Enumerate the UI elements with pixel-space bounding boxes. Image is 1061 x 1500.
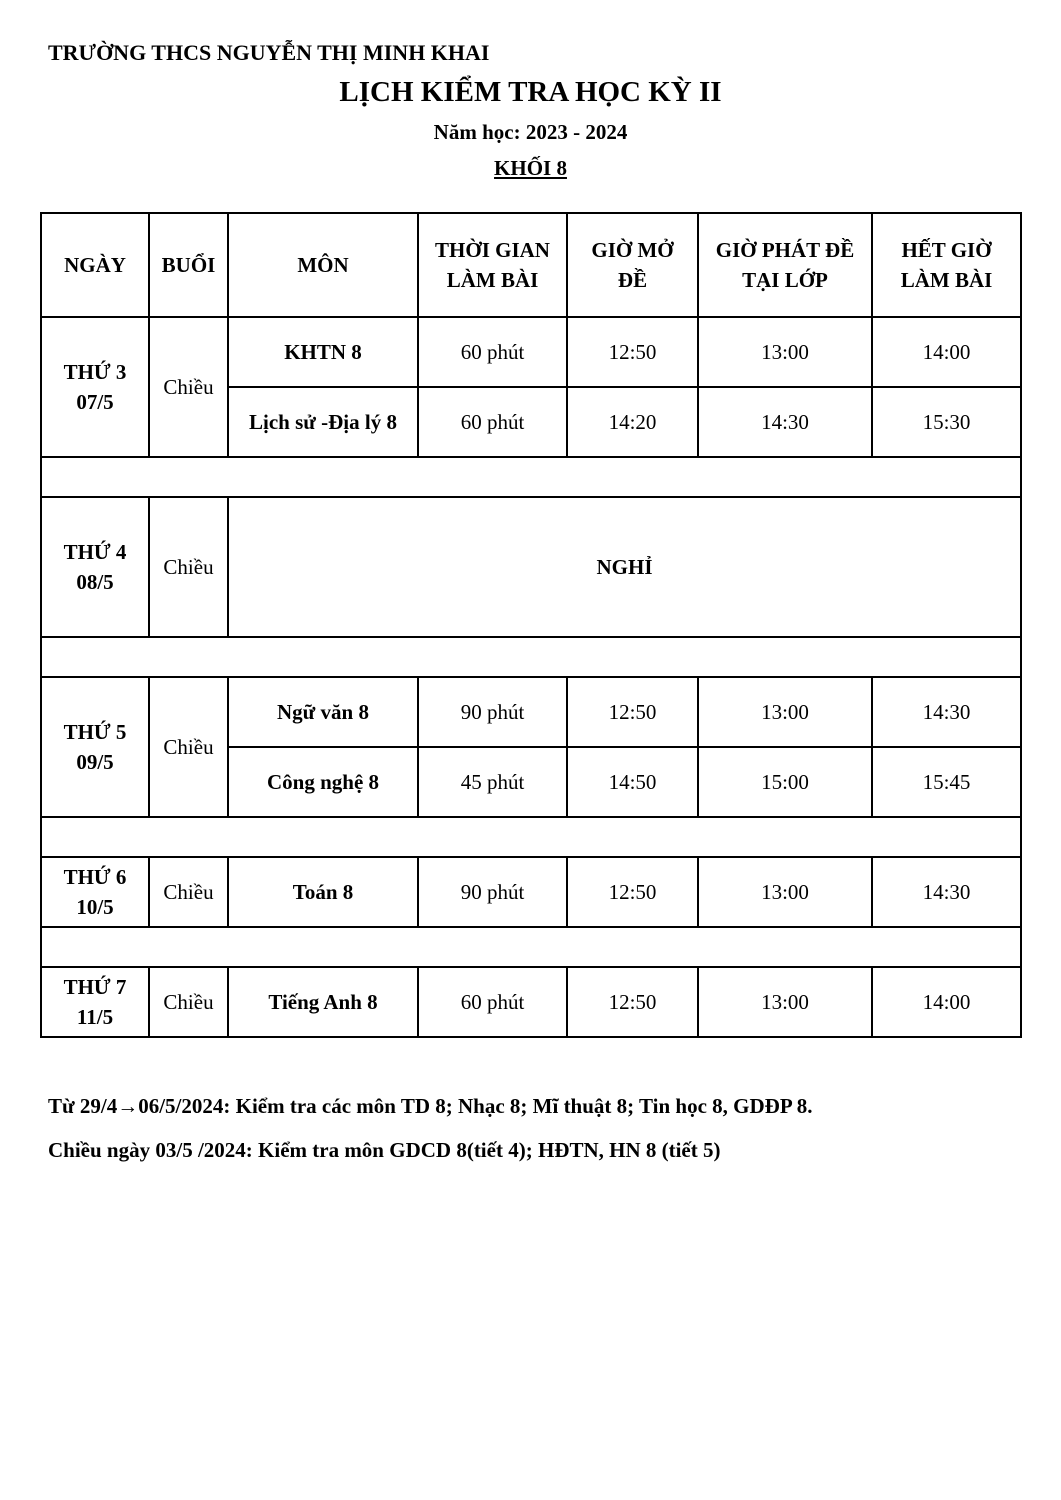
table-row bbox=[41, 497, 1021, 637]
date-cell bbox=[41, 317, 149, 457]
open-time-cell: 12:50 bbox=[567, 677, 698, 747]
note-gdcd: Chiều ngày 03/5 /2024: Kiểm tra môn GDCD 8(tiết 4); HĐTN, HN 8 (tiết 5) bbox=[48, 1138, 721, 1162]
note-other-subjects: Từ 29/4→06/5/2024: Kiểm tra các môn TD 8; Nhạc 8; Mĩ thuật 8; Tin học 8, GDĐP 8. bbox=[48, 1094, 813, 1118]
table-row bbox=[41, 677, 1021, 747]
end-time-cell: 14:30 bbox=[872, 857, 1021, 927]
open-time-cell: 12:50 bbox=[567, 857, 698, 927]
table-row bbox=[41, 857, 1021, 927]
col-header-open-line1: GIỜ MỞ bbox=[591, 237, 674, 262]
duration-cell: 60 phút bbox=[418, 387, 567, 457]
spacer-cell bbox=[41, 637, 1021, 677]
school-year: Năm học: 2023 - 2024 bbox=[433, 120, 628, 144]
col-header-open-line2: ĐỀ bbox=[617, 268, 648, 292]
table-row bbox=[41, 317, 1021, 387]
subject-cell: Tiếng Anh 8 bbox=[228, 967, 418, 1037]
col-header-distribute-line2: TẠI LỚP bbox=[742, 268, 828, 292]
weekday: THỨ 4 bbox=[63, 539, 127, 564]
session-cell: Chiều bbox=[149, 317, 228, 457]
end-time-cell: 14:30 bbox=[872, 677, 1021, 747]
distribute-time-cell: 14:30 bbox=[698, 387, 872, 457]
subject-cell: Ngữ văn 8 bbox=[228, 677, 418, 747]
subject-cell: Công nghệ 8 bbox=[228, 747, 418, 817]
open-time-cell: 12:50 bbox=[567, 317, 698, 387]
open-time-cell: 14:20 bbox=[567, 387, 698, 457]
end-time-cell: 14:00 bbox=[872, 317, 1021, 387]
col-header-end-line1: HẾT GIỜ bbox=[901, 237, 992, 262]
header-row bbox=[41, 213, 1021, 317]
spacer-row bbox=[41, 927, 1021, 967]
duration-cell: 90 phút bbox=[418, 677, 567, 747]
duration-cell: 90 phút bbox=[418, 857, 567, 927]
open-time-cell: 12:50 bbox=[567, 967, 698, 1037]
col-header-session: BUỔI bbox=[149, 213, 228, 317]
col-header-end-line2: LÀM BÀI bbox=[900, 268, 993, 292]
date-cell bbox=[41, 857, 149, 927]
subject-cell: KHTN 8 bbox=[228, 317, 418, 387]
date: 08/5 bbox=[76, 570, 114, 594]
weekday: THỨ 7 bbox=[63, 974, 127, 999]
distribute-time-cell: 13:00 bbox=[698, 857, 872, 927]
col-header-open bbox=[567, 213, 698, 317]
col-header-distribute bbox=[698, 213, 872, 317]
duration-cell: 60 phút bbox=[418, 317, 567, 387]
spacer-row bbox=[41, 457, 1021, 497]
duration-cell: 45 phút bbox=[418, 747, 567, 817]
page-title: LỊCH KIỂM TRA HỌC KỲ II bbox=[339, 76, 722, 108]
date-cell bbox=[41, 677, 149, 817]
subject-cell: Lịch sử -Địa lý 8 bbox=[228, 387, 418, 457]
date-cell bbox=[41, 967, 149, 1037]
duration-cell: 60 phút bbox=[418, 967, 567, 1037]
date-cell bbox=[41, 497, 149, 637]
spacer-cell bbox=[41, 457, 1021, 497]
weekday: THỨ 3 bbox=[63, 359, 127, 384]
col-header-date: NGÀY bbox=[41, 213, 149, 317]
day-off-cell: NGHỈ bbox=[228, 497, 1021, 637]
distribute-time-cell: 15:00 bbox=[698, 747, 872, 817]
spacer-row bbox=[41, 637, 1021, 677]
date: 07/5 bbox=[76, 390, 114, 414]
grade-label bbox=[0, 156, 1061, 181]
school-name: TRƯỜNG THCS NGUYỄN THỊ MINH KHAI bbox=[48, 40, 490, 65]
date: 11/5 bbox=[76, 1005, 114, 1029]
session-cell: Chiều bbox=[149, 497, 228, 637]
col-header-distribute-line1: GIỜ PHÁT ĐỀ bbox=[715, 237, 855, 262]
table-row bbox=[41, 967, 1021, 1037]
weekday: THỨ 5 bbox=[63, 719, 127, 744]
end-time-cell: 15:30 bbox=[872, 387, 1021, 457]
session-cell: Chiều bbox=[149, 967, 228, 1037]
col-header-end bbox=[872, 213, 1021, 317]
end-time-cell: 15:45 bbox=[872, 747, 1021, 817]
exam-schedule-table bbox=[40, 212, 1022, 1038]
subject-cell: Toán 8 bbox=[228, 857, 418, 927]
grade-text: KHỐI 8 bbox=[494, 156, 567, 180]
spacer-cell bbox=[41, 927, 1021, 967]
session-cell: Chiều bbox=[149, 857, 228, 927]
distribute-time-cell: 13:00 bbox=[698, 967, 872, 1037]
date: 10/5 bbox=[76, 895, 114, 919]
col-header-duration-line2: LÀM BÀI bbox=[446, 268, 539, 292]
date: 09/5 bbox=[76, 750, 114, 774]
col-header-duration bbox=[418, 213, 567, 317]
weekday: THỨ 6 bbox=[63, 864, 127, 889]
distribute-time-cell: 13:00 bbox=[698, 677, 872, 747]
end-time-cell: 14:00 bbox=[872, 967, 1021, 1037]
col-header-duration-line1: THỜI GIAN bbox=[435, 237, 550, 262]
distribute-time-cell: 13:00 bbox=[698, 317, 872, 387]
open-time-cell: 14:50 bbox=[567, 747, 698, 817]
spacer-row bbox=[41, 817, 1021, 857]
session-cell: Chiều bbox=[149, 677, 228, 817]
spacer-cell bbox=[41, 817, 1021, 857]
col-header-subject: MÔN bbox=[228, 213, 418, 317]
